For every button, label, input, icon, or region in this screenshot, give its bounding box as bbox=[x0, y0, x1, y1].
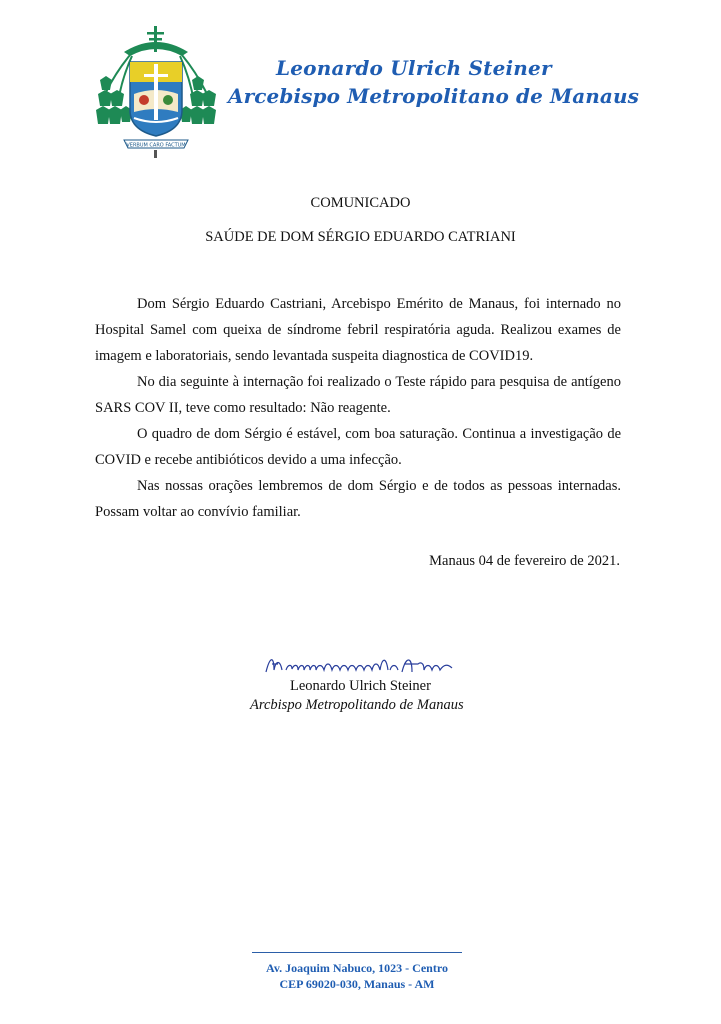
letterhead-name: Leonardo Ulrich Steiner bbox=[276, 56, 552, 80]
body-paragraph: Nas nossas orações lembremos de dom Sérgio e de todos as pessoas internadas. Possam voltar ao convívio familiar. bbox=[95, 478, 621, 520]
coat-of-arms-logo bbox=[94, 22, 218, 160]
document-body bbox=[95, 291, 621, 525]
document-heading: COMUNICADO bbox=[310, 195, 411, 211]
letterhead-titles bbox=[228, 56, 639, 108]
footer-city: CEP 69020-030, Manaus - AM bbox=[279, 977, 435, 991]
footer-address: Av. Joaquim Nabuco, 1023 - Centro bbox=[266, 961, 448, 975]
document-subheading: SAÚDE DE DOM SÉRGIO EDUARDO CATRIANI bbox=[205, 229, 516, 245]
document-date: Manaus 04 de fevereiro de 2021. bbox=[429, 553, 620, 569]
body-paragraph: No dia seguinte à internação foi realizado o Teste rápido para pesquisa de antígeno SARS COV II, teve como resultado: Não reagente. bbox=[95, 374, 621, 416]
letterhead-title: Arcebispo Metropolitano de Manaus bbox=[228, 84, 639, 108]
motto-text: VERBUM CARO FACTUM bbox=[126, 142, 186, 149]
footer-address-block bbox=[230, 960, 484, 992]
body-paragraph: O quadro de dom Sérgio é estável, com boa saturação. Continua a investigação de COVID e recebe antibióticos devido a uma infecção. bbox=[95, 426, 621, 468]
footer-divider bbox=[252, 952, 462, 953]
signatory-role: Arcbispo Metropolitando de Manaus bbox=[250, 697, 464, 713]
signatory-name: Leonardo Ulrich Steiner bbox=[290, 678, 431, 694]
body-paragraph: Dom Sérgio Eduardo Castriani, Arcebispo Emérito de Manaus, foi internado no Hospital Samel com queixa de síndrome febril respiratória aguda. Realizou exames de imagem e laboratoriais, sendo levantada suspeita diagnostica de COVID19. bbox=[95, 296, 621, 364]
